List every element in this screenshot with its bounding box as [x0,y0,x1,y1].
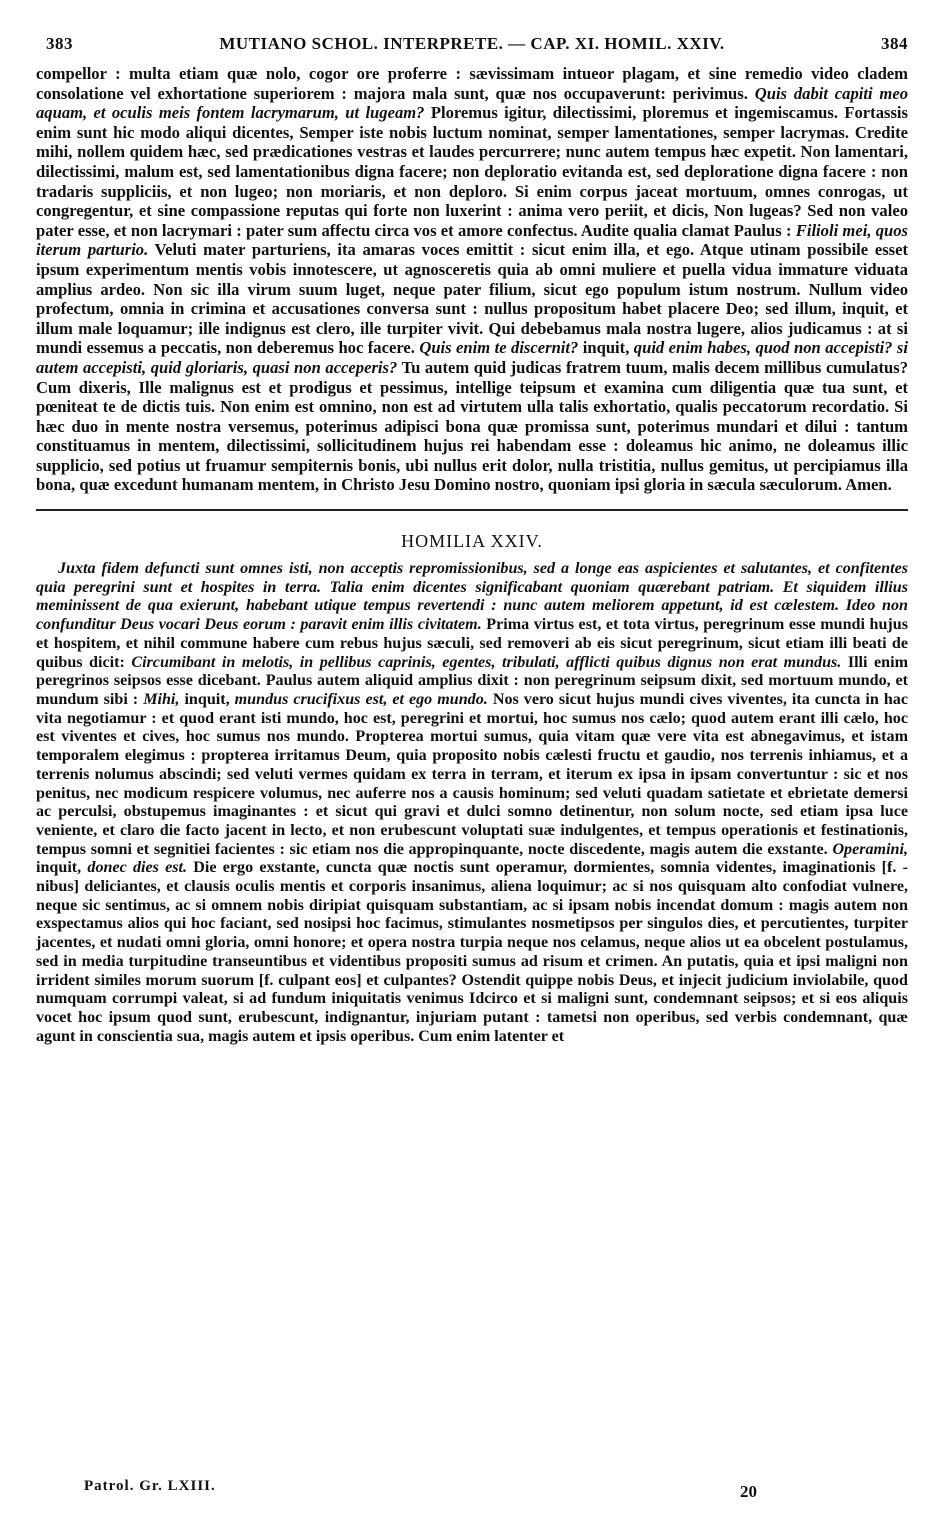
text-run: Illi enim peregrinos seipsos esse dicebant. Paulus autem aliquid amplius dixit : non peregrinum seipsum dixit, sed mortuum mundo, et mundum sibi : [36,653,908,708]
text-run: inquit, [578,338,634,358]
running-header [36,34,908,64]
italic-quotation: quid enim habes, quod non accepisti? si autem accepisti, quid gloriaris, quasi non acceperis? [36,338,908,377]
italic-quotation: Quis enim te discernit? [419,338,579,358]
text-run: Veluti mater parturiens, ita amaras voces emittit : sicut enim illa, et ego. Atque utinam possibile esset ipsum experimentum mentis vobis innotescere, ut agnosceretis quia ab omni muliere et puella vidua immature viduata amplius ardeo. Non sic illa virum suum luget, neque pater filium, sicut ego populum istum nostrum. Nullum video profectum, omnia in crimina et accusationes conversa sunt : nullus propositum habet placere Deo; sed illum, inquit, et illum male loquamur; ille indignus est clero, ille turpiter vivit. Qui debebamus mala nostra lugere, alios judicamus : at si mundi essemus a peccatis, non deberemus hoc facere. [36,240,908,358]
italic-quotation: donec dies est. [87,859,188,877]
italic-quotation: Mihi, [143,690,180,708]
text-run: inquit, [36,859,88,877]
text-run: compellor : multa etiam quæ nolo, cogor ore proferre : sævissimam intueor plagam, et sine remedio video cladem consolatione vel exhortatione superiorem : majora mala sunt, quæ nos occupaverunt: perivimus. [36,64,908,103]
lower-text-block [36,560,908,1046]
page-number-left: 383 [46,34,73,53]
italic-quotation: Juxta fidem defuncti sunt omnes isti, non acceptis repromissionibus, sed a longe eas aspicientes et salutantes, et confitentes quia peregrini sunt et hospites in terra. Talia enim dicentes significabant quoniam quærebant patriam. Et siquidem illius meminissent de qua exierunt, habebant utique tempus revertendi : nunc autem meliorem appetunt, id est cælestem. Ideo non confunditur Deus vocari Deus eorum : paravit enim illis civitatem. [36,560,908,634]
section-divider [36,509,908,511]
footer-signature: 20 [740,1482,757,1501]
text-run: Die ergo exstante, cuncta quæ noctis sunt operamur, dormientes, somnia videntes, imaginationis [f. -nibus] deliciantes, et clausis oculis mentis et corporis insanimus, aliena loquimur; ac si nos quisquam alto confodiat vulnere, neque sic sentimus, ac si omnem nobis diripiat quisquam substantiam, ac si ipsam nobis incendat domum : magis autem non exspectamus alios qui hoc faciant, sed nosipsi hoc facimus, stimulantes nosmetipsos per singulos dies, et percutientes, turpiter jacentes, et nudati omni gloria, omni honore; et opera nostra turpia neque nos celamus, neque alios ut ea obcelent postulamus, sed in media turpitudine transeuntibus et videntibus propositi sumus ad risum et crimen. An putatis, quia et ipsi maligni non irrident similes morum suorum [f. culpant eos] et culpantes? Ostendit quippe nobis Deus, et injecit judicium inviolabile, quod numquam corrumpi valeat, si ad fundum iniquitatis venimus Idcirco et si maligni sunt, condemnant seipsos; et si eos aliquis vocet hoc ipsum quod sunt, erubescunt, indignantur, injuriam putant : tametsi non operibus, sed verbis condemnant, quæ agunt in conscientia sua, magis autem et ipsis operibus. Cum enim latenter et [36,859,909,1045]
homily-xxiv-text [36,560,908,1046]
italic-quotation: Filioli mei, quos iterum parturio. [36,220,908,260]
homily-xxiii-conclusion [36,64,908,495]
page-number-right: 384 [881,34,908,53]
text-run: Prima virtus est, et tota virtus, peregrinum esse mundi hujus et hospitem, et nihil commune habere cum rebus hujus sæculi, sed removeri ab eis sicut peregrinum, sicut etiam illi beati de quibus dicit: [36,616,908,671]
footer-volume: Patrol. Gr. LXIII. [84,1478,216,1494]
text-run: Ploremus igitur, dilectissimi, ploremus et ingemiscamus. Fortassis enim sunt hic modo aliqui dicentes, Semper iste nobis luctum nominat, semper lamentationes, semper lacrymas. Credite mihi, nollem quidem hæc, sed prædicationes vestras et laudes percurrere; nunc autem tempus hæc expetit. Non lamentari, dilectissimi, malum est, sed lamentationibus digna facere; non deploratio evitanda est, sed deploratione digna facere : non tradaris suppliciis, et non lugeo; non moriaris, et non deploro. Si enim corpus jaceat mortuum, omnes conrogas, ut congregentur, et sine compassione reputas qui forte non luxerint : anima vero periit, et dicis, Non lugeas? Sed non valeo pater esse, et non lacrymari : pater sum affectu circa vos et amore confectus. Audite qualia clamat Paulus : [36,103,908,240]
homily-title: HOMILIA XXIV. [401,531,543,552]
italic-quotation: Circumibant in melotis, in pellibus caprinis, egentes, tribulati, afflicti quibus dignus non erat mundus. [131,653,842,671]
text-run: Tu autem quid judicas fratrem tuum, malis decem millibus cumulatus? Cum dixeris, Ille malignus est et prodigus et pessimus, intellige teipsum et examina cum diligentia quæ tua sunt, et pœniteat te de dictis tuis. Non enim est omnino, non est ad virtutem ulla talis exhortatio, qualis peccatorum recordatio. Si hæc duo in mente nostra versemus, poterimus adipisci bona quæ promissa sunt, poterimus mundari et dilui : tantum constituamus in mentem, dilectissimi, sollicitudinem hujus rei habendam esse : doleamus hic animo, ne doleamus illic supplicio, sed potius ut fruamur sempiternis bonis, ubi nullus erit dolor, nulla tristitia, nullus gemitus, ut percipiamus illa bona, quæ excedunt humanam mentem, in Christo Jesu Domino nostro, quoniam ipsi gloria in sæcula sæculorum. Amen. [36,357,909,495]
text-run: Nos vero sicut hujus mundi cives viventes, ita cuncta in hac vita negotiamur : et quod erant isti mundo, hoc est, peregrini et mortui, hoc sumus nos cælo; quod autem erant illi cælo, hoc est viventes et cives, hoc sumus nos mundo. Propterea mortui sumus, quia vitam quæ vere vita est abnegavimus, et istam temporalem elegimus : propterea irritamus Deum, quia proposito nobis cælesti fructu et gaudio, nos terrenis inhiamus, et a terrenis nolumus abscindi; sed veluti vermes quidam ex terra in terram, et iterum ex ipsa in ipsam convertuntur : sic et nos penitus, nec modicum respicere volumus, nec auferre nos a causis hominum; sed veluti quadam satietate et ebrietate demersi ac perculsi, obstupemus imaginantes : et sicut qui gravi et dulci somno detinentur, non solum nocte, sed etiam ipsa luce veniente, et claro die facto jacent in lecto, et non erubescunt voluptati suæ indulgentes, et tempus operationis et festinationis, tempus somni et segnitiei facientes : sic etiam nos die appropinquante, nocte discedente, magis autem die exstante. [36,690,908,858]
page-footer [0,1478,945,1500]
text-run: inquit, [179,690,235,708]
italic-quotation: Operamini, [832,840,908,858]
page [36,34,908,1046]
italic-quotation: mundus crucifixus est, et ego mundo. [234,690,488,708]
italic-quotation: Quis dabit capiti meo aquam, et oculis meis fontem lacrymarum, ut lugeam? [36,83,908,123]
running-title: MUTIANO SCHOL. INTERPRETE. — CAP. XI. HOMIL. XXIV. [219,34,725,53]
upper-text-block [36,64,908,495]
